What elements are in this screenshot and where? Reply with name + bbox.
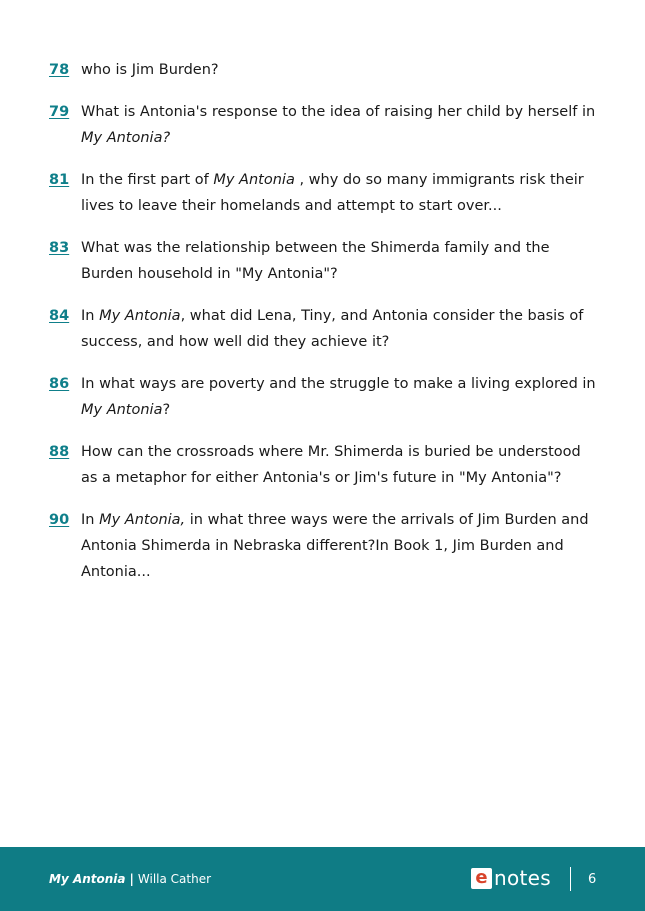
question-number-link[interactable]: 81 [49, 172, 70, 188]
page-number: 6 [588, 872, 597, 887]
question-text-segment: ? [162, 402, 171, 418]
question-item [49, 303, 599, 355]
question-item [49, 99, 599, 151]
question-text [81, 303, 599, 355]
question-text [81, 99, 599, 151]
question-number-link[interactable]: 86 [49, 376, 70, 392]
question-item [49, 507, 599, 585]
question-text-segment: In [81, 512, 100, 528]
question-number-link[interactable]: 84 [49, 308, 70, 324]
question-text-segment: in what three ways were the arrivals of Jim Burden and Antonia Shimerda in Nebraska different?In Book 1, Jim Burden and Antonia... [81, 512, 589, 580]
footer-book-title: My Antonia [49, 872, 126, 886]
question-text-segment: In what ways are poverty and the struggle to make a living explored in [81, 376, 596, 392]
footer-divider [570, 867, 571, 891]
question-text [81, 439, 599, 491]
question-text-italic: My Antonia, [99, 512, 186, 528]
question-text [81, 167, 599, 219]
footer-separator: | [129, 872, 134, 886]
question-text-segment: who is Jim Burden? [81, 62, 219, 78]
footer-book-info [49, 872, 211, 886]
question-number-link[interactable]: 79 [49, 104, 70, 120]
question-number-link[interactable]: 78 [49, 62, 70, 78]
question-text-italic: My Antonia [213, 172, 295, 188]
enotes-logo[interactable] [471, 866, 551, 890]
question-text-italic: My Antonia? [81, 130, 171, 146]
question-item [49, 371, 599, 423]
question-text-segment: , why do so many immigrants risk their lives to leave their homelands and attempt to start over... [81, 172, 584, 214]
question-number-link[interactable]: 83 [49, 240, 70, 256]
question-text [81, 235, 599, 287]
question-number-link[interactable]: 88 [49, 444, 70, 460]
question-item [49, 167, 599, 219]
question-text [81, 57, 599, 83]
enotes-logo-text: notes [494, 866, 551, 890]
question-number-link[interactable]: 90 [49, 512, 70, 528]
question-text-segment: , what did Lena, Tiny, and Antonia consider the basis of success, and how well did they achieve it? [81, 308, 584, 350]
page-footer [0, 847, 645, 911]
question-text-italic: My Antonia [81, 402, 163, 418]
question-text-segment: How can the crossroads where Mr. Shimerda is buried be understood as a metaphor for either Antonia's or Jim's future in "My Antonia"? [81, 444, 581, 486]
footer-author: Willa Cather [137, 872, 212, 886]
question-text [81, 507, 599, 585]
question-list [49, 57, 599, 601]
question-text-segment: In [81, 308, 100, 324]
enotes-logo-e: e [471, 868, 492, 889]
question-text-segment: What was the relationship between the Shimerda family and the Burden household in "My Antonia"? [81, 240, 550, 282]
question-text [81, 371, 599, 423]
question-item [49, 439, 599, 491]
question-text-segment: What is Antonia's response to the idea of raising her child by herself in [81, 104, 596, 120]
question-item [49, 235, 599, 287]
question-text-italic: My Antonia [99, 308, 181, 324]
question-item [49, 57, 599, 83]
question-text-segment: In the first part of [81, 172, 214, 188]
